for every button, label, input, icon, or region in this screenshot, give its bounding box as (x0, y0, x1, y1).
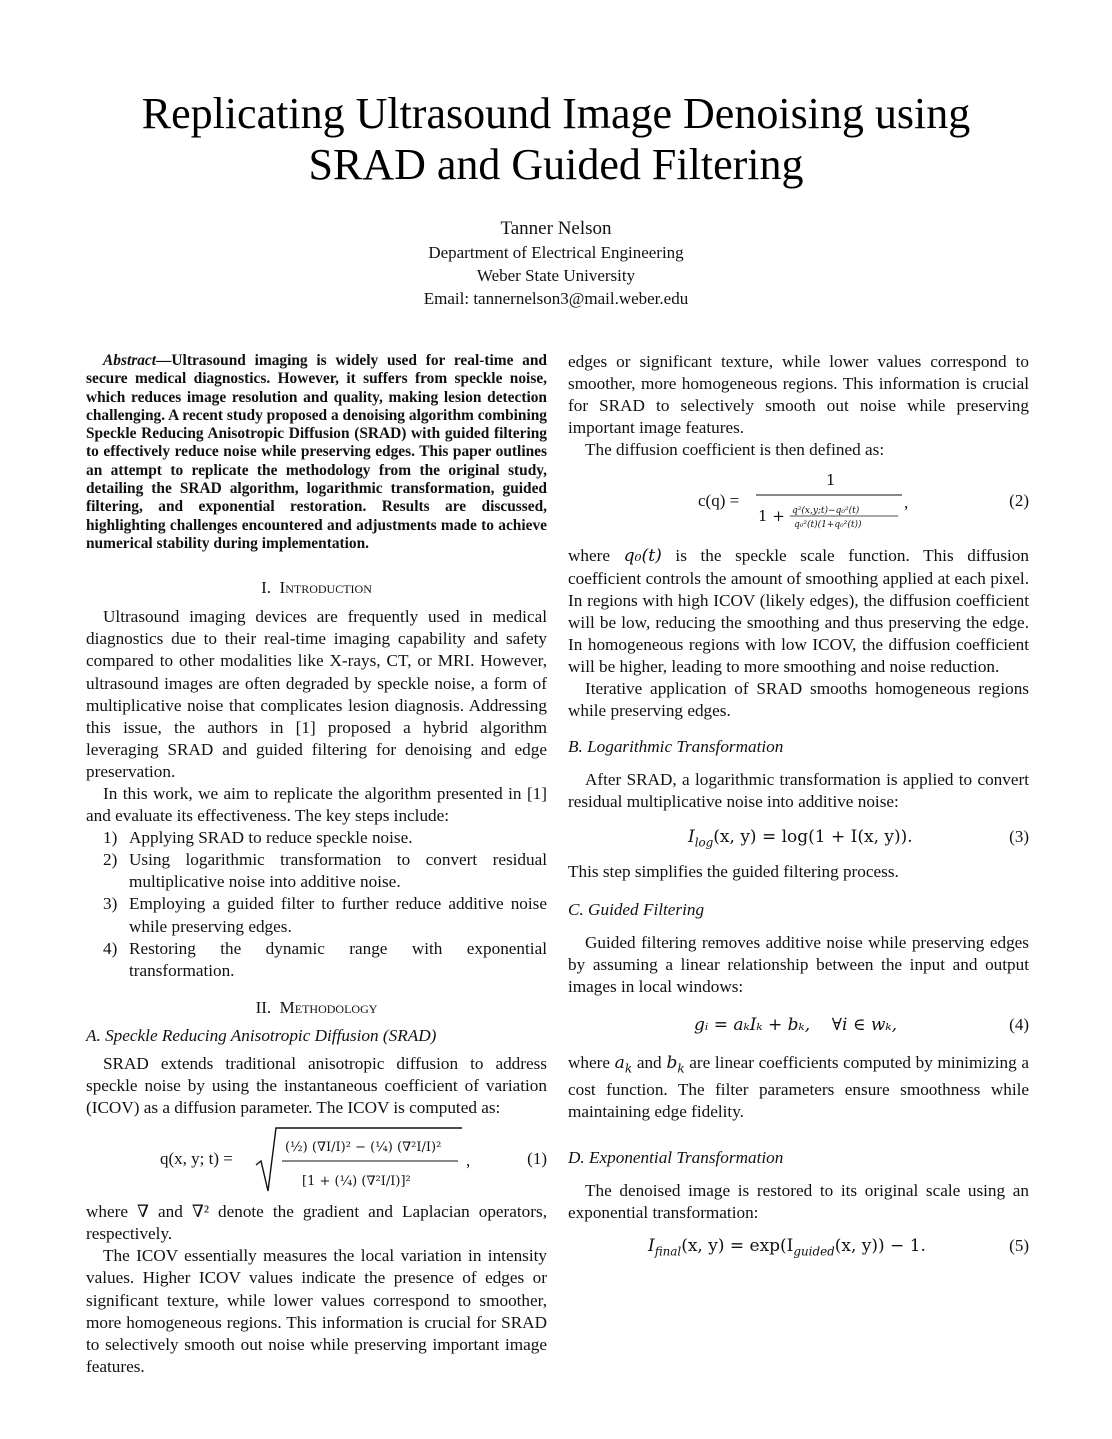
list-item (86, 938, 547, 982)
p2-c: are linear coefficients computed by minimizing a cost function. The filter parameters ensure smoothness while maintaining edge fidelity. (568, 1052, 1029, 1122)
list-number: 3) (103, 894, 118, 914)
eq1-numerator: (½) (∇I/I)² − (¼) (∇²I/I)² (285, 1140, 442, 1156)
title-line-2: SRAD and Guided Filtering (308, 140, 804, 189)
section-number: I. (261, 578, 272, 598)
key-steps-list (86, 827, 547, 982)
author-email: Email: tannernelson3@mail.weber.edu (423, 289, 689, 308)
subsection-heading-exp: D. Exponential Transformation (568, 1147, 784, 1167)
list-text: Applying SRAD to reduce speckle noise. (129, 828, 413, 848)
eq2-fraction-svg (754, 465, 914, 539)
eq2-numerator: 1 (826, 471, 836, 490)
equation-number-2: (2) (1009, 491, 1029, 511)
section-title: Introduction (279, 578, 372, 598)
list-item (86, 893, 547, 937)
eq1-lhs: q(x, y; t) = (160, 1149, 233, 1169)
equation-5 (568, 1228, 1029, 1268)
eq3-body (688, 827, 913, 849)
author-department: Department of Electrical Engineering (428, 243, 684, 262)
eq4-body: gᵢ = aₖIₖ + bₖ, ∀i ∈ wₖ, (694, 1014, 898, 1035)
section-title: Methodology (279, 997, 378, 1017)
list-text: Restoring the dynamic range with exponential transformation. (129, 938, 547, 980)
equation-2 (568, 465, 1029, 539)
abstract-text: —Ultrasound imaging is widely used for real-time and secure medical diagnostics. However, it suffers from speckle noise, which reduces image resolution and quality, making lesion detection challenging. A recent study proposed a denoising algorithm combining Speckle Reducing Anisotropic Diffusion (SRAD) with guided filtering to effectively reduce noise while preserving edges. This paper outlines an attempt to replicate the methodology from the original study, detailing the SRAD algorithm, logarithmic transformation, guided filtering, and exponential restoration. Results are discussed, highlighting challenges encountered and adjustments made to achieve numerical stability during implementation. (86, 352, 547, 552)
log-paragraph-2: This step simplifies the guided filtering process. (568, 862, 899, 882)
paper-title (0, 88, 1112, 190)
srad-paragraph-3-continued: edges or significant texture, while lower values correspond to smoother, more homogeneous regions. This information is crucial for SRAD to selectively smooth out noise while preserving important image features. (568, 352, 1029, 438)
author-university: Weber State University (476, 266, 636, 285)
equation-4 (568, 1002, 1029, 1050)
equation-3 (568, 819, 1029, 859)
list-number: 4) (103, 938, 118, 958)
section-heading-methodology (86, 997, 547, 1019)
eq5-mid: (x, y) = exp(I (681, 1235, 794, 1256)
srad-paragraph-2: where ∇ and ∇² denote the gradient and Laplacian operators, respectively. (86, 1202, 547, 1244)
list-text: Employing a guided filter to further reduce additive noise while preserving edges. (129, 894, 547, 936)
p5-pre: where (568, 546, 624, 566)
p5-post: is the speckle scale function. This diffusion coefficient controls the amount of smoothing applied at each pixel. In regions with high ICOV (likely edges), the diffusion coefficient will be low, reducing the smoothing and thus preserving the edge. In homogeneous regions with low ICOV, the diffusion coefficient will be higher, leading to more smoothing and noise reduction. (568, 546, 1029, 676)
eq2-inner-denominator: q₀²(t)(1+q₀²(t)) (794, 520, 862, 531)
srad-paragraph-6: Iterative application of SRAD smooths homogeneous regions while preserving edges. (568, 679, 1029, 721)
a-k-symbol: $a_k$ (614, 1052, 633, 1076)
p2-a: where (568, 1052, 615, 1072)
equation-number-3: (3) (1009, 827, 1029, 847)
subsection-heading-guided: C. Guided Filtering (568, 899, 705, 919)
abstract-lead: Abstract (103, 352, 157, 369)
eq3-symbol: I (688, 827, 695, 848)
srad-paragraph-1: SRAD extends traditional anisotropic diffusion to address speckle noise by using the instantaneous coefficient of variation (ICOV) as a diffusion parameter. The ICOV is computed as: (86, 1053, 547, 1118)
guided-paragraph-1: Guided filtering removes additive noise while preserving edges by assuming a linear relationship between the input and output images in local windows: (568, 932, 1029, 996)
list-item (86, 849, 547, 893)
srad-paragraph-4: The diffusion coefficient is then defined as: (585, 440, 885, 460)
eq5-body (648, 1236, 926, 1258)
eq1-denominator: [1 + (¼) (∇²I/I)]² (302, 1174, 411, 1190)
p2-b: and (632, 1052, 667, 1072)
eq5-end: (x, y)) − 1. (834, 1235, 926, 1256)
exp-paragraph-1: The denoised image is restored to its original scale using an exponential transformation: (568, 1180, 1029, 1222)
author-name: Tanner Nelson (500, 218, 612, 239)
b-symbol: b (666, 1052, 678, 1073)
guided-paragraph-2 (568, 1052, 1029, 1124)
list-number: 2) (103, 850, 118, 870)
eq1-radical-svg (254, 1125, 464, 1199)
equation-number-4: (4) (1009, 1014, 1029, 1034)
eq5-subscript-final: final (654, 1244, 682, 1259)
list-number: 1) (103, 828, 118, 848)
srad-paragraph-5 (568, 545, 1029, 678)
log-paragraph-1: After SRAD, a logarithmic transformation is applied to convert residual multiplicative noise into additive noise: (568, 770, 1029, 812)
list-item (86, 827, 547, 849)
eq5-I: I (648, 1235, 655, 1256)
equation-1 (86, 1125, 547, 1199)
title-line-1: Replicating Ultrasound Image Denoising using (141, 89, 971, 138)
abstract (86, 352, 547, 553)
list-text: Using logarithmic transformation to convert residual multiplicative noise into additive noise. (129, 850, 547, 892)
section-heading-introduction (86, 577, 547, 599)
section-number: II. (255, 997, 272, 1017)
eq3-rest: (x, y) = log(1 + I(x, y)). (713, 827, 913, 848)
b-k-symbol: $b_k$ (666, 1052, 685, 1076)
eq3-subscript: log (694, 835, 714, 850)
eq2-denominator-one: 1 + (758, 507, 785, 526)
right-column (568, 352, 1029, 1268)
intro-paragraph-1: Ultrasound imaging devices are frequently used in medical diagnostics due to their real-time imaging capability and safety compared to other modalities like X-rays, CT, or MRI. However, ultrasound images are often degraded by speckle noise, a form of multiplicative noise that complicates lesion diagnosis. Addressing this issue, the authors in [1] proposed a hybrid algorithm leveraging SRAD and guided filtering for denoising and edge preservation. (86, 607, 547, 781)
srad-paragraph-3: The ICOV essentially measures the local variation in intensity values. Higher ICOV values indicate the presence of edges or significant texture, while lower values correspond to smoother, more homogeneous regions. This information is crucial for SRAD to selectively smooth out noise while preserving important image features. (86, 1246, 547, 1376)
eq1-comma: , (466, 1151, 471, 1171)
eq5-subscript-guided: guided (793, 1244, 835, 1259)
eq2-lhs: c(q) = (698, 491, 740, 511)
equation-number-1: (1) (527, 1149, 547, 1169)
equation-number-5: (5) (1009, 1235, 1029, 1255)
eq2-comma: , (904, 493, 909, 513)
a-symbol: a (614, 1052, 625, 1073)
q0-symbol: q₀(t) (623, 546, 662, 567)
subsection-heading-srad: A. Speckle Reducing Anisotropic Diffusion (SRAD) (86, 1025, 437, 1045)
subsection-heading-log: B. Logarithmic Transformation (568, 737, 784, 757)
intro-paragraph-2: In this work, we aim to replicate the algorithm presented in [1] and evaluate its effectiveness. The key steps include: (86, 784, 547, 826)
eq2-inner-numerator: q²(x,y;t)−q₀²(t) (792, 506, 860, 517)
left-column (86, 352, 547, 1376)
